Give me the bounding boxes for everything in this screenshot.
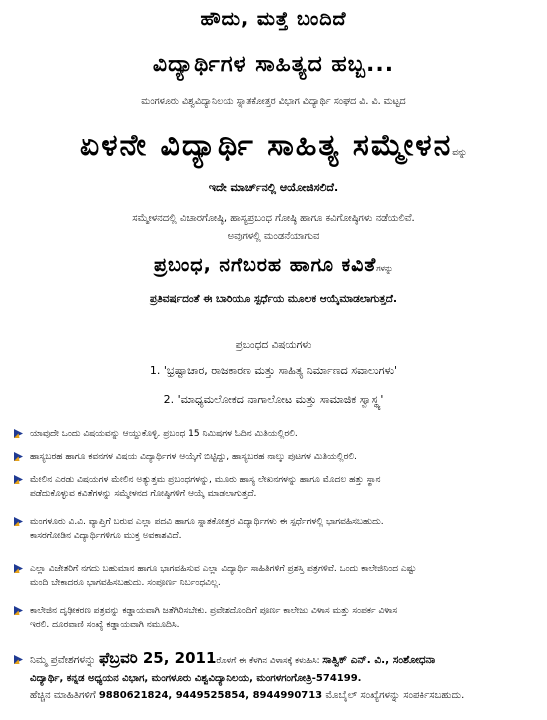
topics-title: ಪ್ರಬಂಧದ ವಿಷಯಗಳು [235, 339, 312, 351]
rule-text: ಮಂಗಳೂರು ವಿ.ವಿ. ವ್ಯಾಪ್ತಿಗೆ ಬರುವ ಎಲ್ಲಾ ಪದವಿ ಹಾಗೂ ಸ್ನಾತಕೋತ್ತರ ವಿದ್ಯಾರ್ಥಿಗಳು ಈ ಸ್ಪರ್ಧೆಗಳಲ್ಲಿ ಭಾಗವಹಿಸಬಹುದು. [30, 517, 384, 527]
rule-item [14, 604, 534, 632]
arrow-bullet-icon [14, 517, 23, 526]
intro-line2: ಸಮ್ಮೇಳನದಲ್ಲಿ ವಿಚಾರಗೋಷ್ಠಿ, ಹಾಸ್ಯಪ್ರಬಂಧ ಗೋಷ್ಠಿ ಹಾಗೂ ಕವಿಗೋಷ್ಠಿಗಳು ನಡೆಯಲಿವೆ. [132, 213, 415, 224]
rule-text: ಮೇಲಿನ ಎರಡು ವಿಷಯಗಳ ಮೇಲಿನ ಅತ್ಯುತ್ತಮ ಪ್ರಬಂಧಗಳನ್ನು, ಮೂರು ಹಾಸ್ಯ ಲೇಖನಗಳನ್ನು ಹಾಗೂ ಮೊದಲ ಹತ್ತು ಸ್ಥಾನ [30, 475, 381, 485]
categories-title [0, 254, 547, 276]
rule-item [14, 450, 534, 464]
intro-line4: ಪ್ರತಿವರ್ಷದಂತೆ ಈ ಬಾರಿಯೂ ಸ್ಪರ್ಧೆಯ ಮೂಲಕ ಆಯ್ಕೆಮಾಡಲಾಗುತ್ತದೆ. [150, 293, 397, 305]
submission-line1 [14, 650, 534, 670]
rule-item [14, 427, 534, 441]
arrow-bullet-icon [14, 452, 23, 461]
submission-address: ವಿದ್ಯಾರ್ಥಿ, ಕನ್ನಡ ಅಧ್ಯಯನ ವಿಭಾಗ, ಮಂಗಳೂರು ವಿಶ್ವವಿದ್ಯಾನಿಲಯ, ಮಂಗಳಗಂಗೋತ್ರಿ-574199. [30, 673, 362, 684]
categories-text: ಪ್ರಬಂಧ, ನಗೆಬರಹ ಹಾಗೂ ಕವಿತೆ [154, 254, 377, 276]
rule-text-continued: ಇರಲಿ. ದೂರವಾಣಿ ಸಂಖ್ಯೆ ಕಡ್ಡಾಯವಾಗಿ ನಮೂದಿಸಿ. [30, 620, 180, 630]
phones-post: ಮೊಬೈಲ್ ಸಂಖ್ಯೆಗಳನ್ನು ಸಂಪರ್ಕಿಸಬಹುದು. [322, 690, 465, 701]
rule-item [14, 473, 534, 501]
heading-line2: ವಿದ್ಯಾರ್ಥಿಗಳ ಸಾಹಿತ್ಯದ ಹಬ್ಬ... [152, 52, 395, 77]
heading-line1: ಹೌದು, ಮತ್ತೆ ಬಂದಿದೆ [200, 8, 347, 30]
rule-item [14, 515, 534, 543]
submission-mid: ರೊಳಗೆ ಈ ಕೆಳಗಿನ ವಿಳಾಸಕ್ಕೆ ಕಳುಹಿಸಿ: [216, 656, 323, 666]
contact-name: ಸಾತ್ವಿಕ್ ಎನ್. ವಿ., ಸಂಶೋಧನಾ [322, 654, 436, 666]
intro-line3: ಅವುಗಳಲ್ಲಿ ಮಂಡನೆಯಾಗುವ [227, 231, 320, 242]
rule-text-continued: ಪಡೆದುಕೊಳ್ಳುವ ಕವಿತೆಗಳನ್ನು ಸಮ್ಮೇಳನದ ಗೋಷ್ಠಿಗಳಿಗೆ ಆಯ್ಕೆ ಮಾಡಲಾಗುತ್ತದೆ. [30, 489, 257, 499]
arrow-bullet-icon [14, 475, 23, 484]
deadline-date: ಫೆಬ್ರವರಿ 25, 2011 [99, 650, 217, 667]
heading-line3: ಮಂಗಳೂರು ವಿಶ್ವವಿದ್ಯಾನಿಲಯ ಸ್ನಾತಕೋತ್ತರ ವಿಭಾಗ ವಿದ್ಯಾರ್ಥಿ ಸಂಘದ ವಿ. ವಿ. ಮಟ್ಟದ [141, 96, 406, 107]
categories-suffix: ಗಳನ್ನು [376, 264, 393, 273]
arrow-bullet-icon [14, 655, 23, 664]
phone-numbers: 9880621824, 9449525854, 8944990713 [98, 690, 323, 701]
rule-text: ಹಾಸ್ಯಬರಹ ಹಾಗೂ ಕವನಗಳ ವಿಷಯ ವಿದ್ಯಾರ್ಥಿಗಳ ಆಯ್ಕೆಗೆ ಬಿಟ್ಟಿದ್ದು, ಹಾಸ್ಯಬರಹ ನಾಲ್ಕು ಪುಟಗಳ ಮಿತಿಯಲ್ಲಿರಲಿ. [30, 452, 357, 462]
arrow-bullet-icon [14, 429, 23, 438]
intro-line1: ಇದೇ ಮಾರ್ಚ್‌ನಲ್ಲಿ ಆಯೋಜಿಸಲಿದೆ. [208, 181, 339, 194]
rule-text: ಎಲ್ಲಾ ವಿಜೇತರಿಗೆ ನಗದು ಬಹುಮಾನ ಹಾಗೂ ಭಾಗವಹಿಸುವ ಎಲ್ಲಾ ವಿದ್ಯಾರ್ಥಿ ಸಾಹಿತಿಗಳಿಗೆ ಪ್ರಶಸ್ತಿ ಪತ್ರಗಳಿವೆ. ಒಂದು ಕಾಲೇಜಿನಿಂದ ಎಷ್ಟು [30, 564, 417, 574]
phones-pre: ಹೆಚ್ಚಿನ ಮಾಹಿತಿಗಳಿಗೆ [30, 690, 99, 701]
event-suffix: ವನ್ನು [452, 148, 468, 158]
event-title [0, 128, 547, 163]
event-name: ಏಳನೇ ವಿದ್ಯಾರ್ಥಿ ಸಾಹಿತ್ಯ ಸಮ್ಮೇಳನ [79, 128, 453, 163]
submission-rule [14, 650, 534, 704]
rule-text-continued: ಮಂದಿ ಬೇಕಾದರೂ ಭಾಗವಹಿಸಬಹುದು. ಸಂಪೂರ್ಣ ನಿರ್ಬಂಧವಿಲ್ಲ. [30, 578, 221, 588]
submission-phones-line [14, 687, 534, 704]
topic-item: 2. 'ಮಾಧ್ಯಮಲೋಕದ ನಾಗಾಲೋಟ ಮತ್ತು ಸಾಮಾಜಿಕ ಸ್ವಾಸ್ಥ್ಯ' [163, 393, 384, 406]
rule-item [14, 562, 534, 590]
topic-item: 1. 'ಭ್ರಷ್ಟಾಚಾರ, ರಾಜಕಾರಣ ಮತ್ತು ಸಾಹಿತ್ಯ ನಿರ್ಮಾಣದ ಸವಾಲುಗಳು' [149, 364, 398, 377]
rule-text: ಯಾವುದೇ ಒಂದು ವಿಷಯವನ್ನು ಆಯ್ದುಕೊಳ್ಳಿ. ಪ್ರಬಂಧ 15 ನಿಮಿಷಗಳ ಓದಿನ ಮಿತಿಯಲ್ಲಿರಲಿ. [30, 429, 298, 439]
rule-text: ಕಾಲೇಜಿನ ದೃಢೀಕರಣ ಪತ್ರವನ್ನು ಕಡ್ಡಾಯವಾಗಿ ಜತೆಗಿರಿಸಬೇಕು. ಪ್ರವೇಶದೊಂದಿಗೆ ಪೂರ್ಣ ಕಾಲೇಜು ವಿಳಾಸ ಮತ್ತು ಸಂಪರ್ಕ ವಿಳಾಸ [30, 606, 398, 616]
rule-text-continued: ಕಾಸರಗೋಡಿನ ವಿದ್ಯಾರ್ಥಿಗಳಿಗೂ ಮುಕ್ತ ಅವಕಾಶವಿದೆ. [30, 531, 182, 541]
submission-pre: ನಿಮ್ಮ ಪ್ರವೇಶಗಳನ್ನು [30, 654, 100, 666]
arrow-bullet-icon [14, 606, 23, 615]
arrow-bullet-icon [14, 564, 23, 573]
